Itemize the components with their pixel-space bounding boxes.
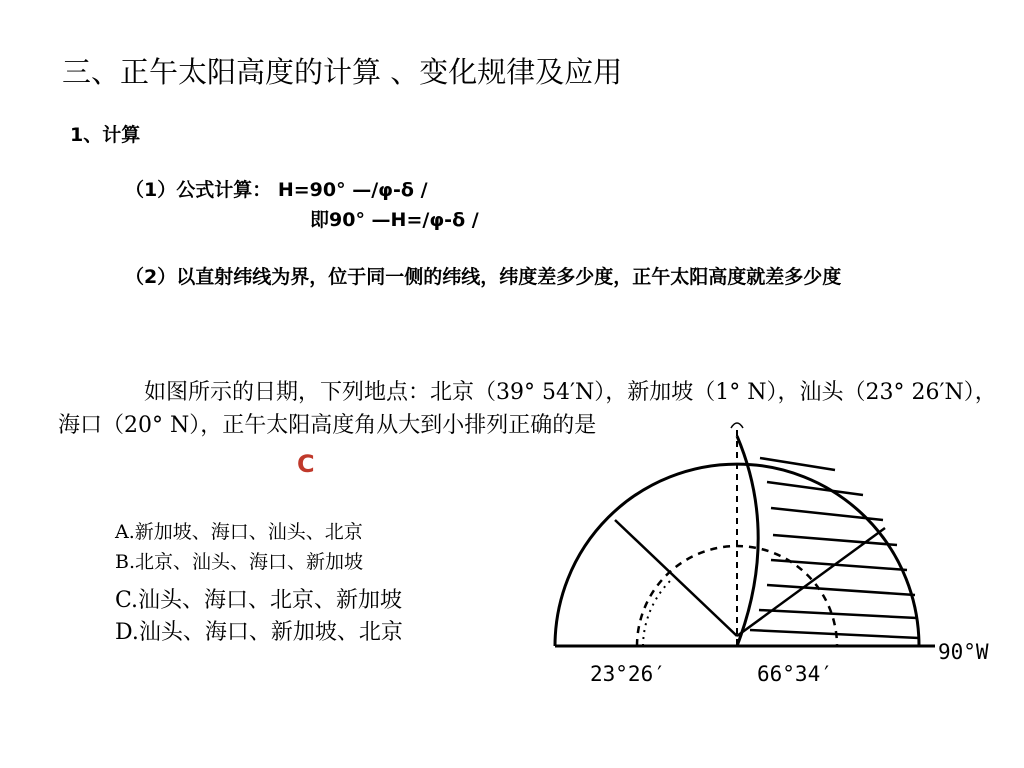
- option-a[interactable]: A.新加坡、海口、汕头、北京: [115, 521, 363, 543]
- formula-line-1: （1）公式计算： H=90° —/φ-δ /: [125, 179, 428, 201]
- ray-left: [615, 520, 737, 636]
- formula-line-2: 即90° —H=/φ-δ /: [310, 209, 479, 231]
- label-90w: 90°W: [938, 640, 989, 664]
- label-23-26: 23°26′: [590, 662, 666, 686]
- label-66-34: 66°34′: [757, 662, 833, 686]
- option-c[interactable]: C.汕头、海口、北京、新加坡: [115, 588, 403, 613]
- question-text: 如图所示的日期，下列地点：北京（39° 54′N），新加坡（1° N），汕头（23° 26′N），海口（20° N），正午太阳高度角从大到小排列正确的是: [58, 380, 997, 438]
- dotted-arc: [643, 580, 671, 646]
- section-heading: 1、计算: [70, 124, 141, 146]
- slide-title: 三、正午太阳高度的计算 、变化规律及应用: [62, 55, 623, 89]
- sunlight-diagram: [545, 410, 945, 660]
- terminator-curve: [737, 436, 758, 646]
- option-b[interactable]: B.北京、汕头、海口、新加坡: [115, 551, 364, 573]
- rule-text: （2）以直射纬线为界，位于同一侧的纬线，纬度差多少度，正午太阳高度就差多少度: [125, 266, 842, 288]
- top-mark: [731, 423, 743, 428]
- night-hatching: [750, 458, 919, 638]
- option-d[interactable]: D.汕头、海口、新加坡、北京: [115, 620, 403, 645]
- answer-label: C: [297, 450, 315, 478]
